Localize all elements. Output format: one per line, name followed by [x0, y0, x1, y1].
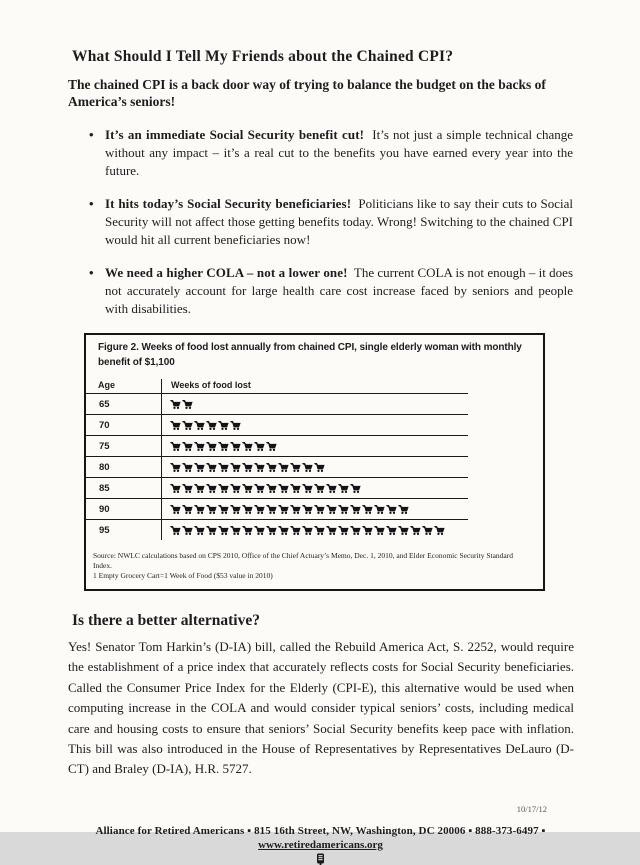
grocery-cart-icon: [194, 483, 205, 494]
grocery-cart-icon: [374, 525, 385, 536]
grocery-cart-icon: [314, 504, 325, 515]
grocery-cart-icon: [230, 462, 241, 473]
grocery-cart-icon: [230, 525, 241, 536]
grocery-cart-icon: [302, 462, 313, 473]
figure-2-box: [84, 333, 545, 591]
grocery-cart-icon: [194, 441, 205, 452]
grocery-cart-icon: [206, 462, 217, 473]
grocery-cart-icon: [182, 399, 193, 410]
figure-source-note: [86, 551, 543, 589]
bullet-dot: •: [89, 127, 94, 142]
date-stamp: 10/17/12: [516, 803, 547, 814]
grocery-cart-icon: [206, 420, 217, 431]
cart-pictographs: [162, 478, 468, 498]
grocery-cart-icon: [182, 441, 193, 452]
bullet-body: It’s not just a simple technical change without any impact – it’s a real cut to the benefits you have earned every year into the future.: [105, 127, 574, 178]
grocery-cart-icon: [326, 504, 337, 515]
figure-row-age-90: [86, 499, 468, 520]
bullet-lead: It’s an immediate Social Security benefit cut!: [105, 127, 365, 142]
grocery-cart-icon: [182, 483, 193, 494]
grocery-cart-icon: [206, 483, 217, 494]
cart-pictographs: [162, 394, 468, 414]
grocery-cart-icon: [242, 441, 253, 452]
grocery-cart-icon: [338, 483, 349, 494]
grocery-cart-icon: [218, 504, 229, 515]
grocery-cart-icon: [314, 483, 325, 494]
grocery-cart-icon: [182, 504, 193, 515]
grocery-cart-icon: [254, 504, 265, 515]
grocery-cart-icon: [218, 462, 229, 473]
section-heading-alternative: Is there a better alternative?: [72, 612, 260, 629]
figure-table-rows: [86, 394, 543, 540]
grocery-cart-icon: [290, 525, 301, 536]
column-header-age: Age: [86, 379, 162, 393]
subtitle: The chained CPI is a back door way of trying to balance the budget on the backs of America’s seniors!: [68, 77, 546, 109]
age-label: 90: [86, 499, 162, 519]
grocery-cart-icon: [242, 525, 253, 536]
footer-address: Alliance for Retired Americans ▪ 815 16th Street, NW, Washington, DC 20006 ▪ 888-373-6497 ▪: [95, 824, 546, 837]
figure-table: [86, 379, 543, 540]
grocery-cart-icon: [374, 504, 385, 515]
grocery-cart-icon: [302, 525, 313, 536]
grocery-cart-icon: [434, 525, 445, 536]
grocery-cart-icon: [170, 441, 181, 452]
age-label: 95: [86, 520, 162, 540]
grocery-cart-icon: [278, 462, 289, 473]
grocery-cart-icon: [218, 525, 229, 536]
grocery-cart-icon: [170, 399, 181, 410]
bullet-text: [105, 264, 573, 318]
figure-row-age-65: [86, 394, 468, 415]
figure-row-age-75: [86, 436, 468, 457]
grocery-cart-icon: [362, 504, 373, 515]
age-label: 80: [86, 457, 162, 477]
alternative-paragraph: Yes! Senator Tom Harkin’s (D-IA) bill, called the Rebuild America Act, S. 2252, would require the establishment of a price index that accurately reflects costs for Social Security beneficiaries. Called the Consumer Price Index for the Elderly (CPI-E), this alternative would be used when computing increase in the COLA and would consider typical seniors’ costs, including medical care and housing costs to ensure that seniors’ Social Security benefits keep pace with inflation. This bill was also introduced in the House of Representatives by Representatives DeLauro (D-CT) and Braley (D-IA), H.R. 5727.: [68, 639, 574, 777]
grocery-cart-icon: [182, 525, 193, 536]
grocery-cart-icon: [266, 525, 277, 536]
cart-pictographs: [162, 457, 468, 477]
bullet-text: [105, 195, 573, 249]
grocery-cart-icon: [170, 420, 181, 431]
grocery-cart-icon: [302, 483, 313, 494]
grocery-cart-icon: [230, 504, 241, 515]
column-header-weeks: Weeks of food lost: [171, 380, 251, 390]
bullet-item-benefit-cut: [68, 126, 573, 180]
grocery-cart-icon: [254, 441, 265, 452]
grocery-cart-icon: [338, 504, 349, 515]
grocery-cart-icon: [254, 462, 265, 473]
grocery-cart-icon: [230, 483, 241, 494]
figure-title: Figure 2. Weeks of food lost annually from chained CPI, single elderly woman with monthly benefit of $1,100: [98, 342, 522, 368]
grocery-cart-icon: [422, 525, 433, 536]
grocery-cart-icon: [206, 504, 217, 515]
grocery-cart-icon: [194, 462, 205, 473]
figure-table-header: [86, 379, 468, 394]
grocery-cart-icon: [194, 504, 205, 515]
grocery-cart-icon: [314, 525, 325, 536]
grocery-cart-icon: [362, 525, 373, 536]
grocery-cart-icon: [302, 504, 313, 515]
grocery-cart-icon: [254, 525, 265, 536]
age-label: 85: [86, 478, 162, 498]
grocery-cart-icon: [182, 420, 193, 431]
bullet-list: [68, 126, 573, 318]
grocery-cart-icon: [242, 462, 253, 473]
grocery-cart-icon: [350, 483, 361, 494]
bullet-body: Politicians like to say their cuts to Social Security will not affect those getting benefits today. Wrong! Switching to the chained CPI would hit all current beneficiaries now!: [105, 196, 574, 247]
cart-pictographs: [162, 520, 468, 540]
bullet-body: The current COLA is not enough – it does not accurately account for large health care cost increase faced by seniors and people with disabilities.: [105, 265, 573, 316]
age-label: 65: [86, 394, 162, 414]
footer: [68, 825, 573, 865]
grocery-cart-icon: [266, 441, 277, 452]
grocery-cart-icon: [326, 525, 337, 536]
grocery-cart-icon: [206, 525, 217, 536]
grocery-cart-icon: [194, 420, 205, 431]
figure-row-age-80: [86, 457, 468, 478]
age-label: 70: [86, 415, 162, 435]
footer-website-link: www.retiredamericans.org: [258, 838, 383, 851]
bullet-item-higher-cola: [68, 264, 573, 318]
age-label: 75: [86, 436, 162, 456]
grocery-cart-icon: [338, 525, 349, 536]
grocery-cart-icon: [266, 483, 277, 494]
bullet-dot: •: [89, 265, 94, 280]
grocery-cart-icon: [218, 441, 229, 452]
grocery-cart-icon: [170, 525, 181, 536]
grocery-cart-icon: [278, 525, 289, 536]
grocery-cart-icon: [290, 483, 301, 494]
grocery-cart-icon: [278, 504, 289, 515]
grocery-cart-icon: [326, 483, 337, 494]
bullet-dot: •: [89, 196, 94, 211]
grocery-cart-icon: [254, 483, 265, 494]
grocery-cart-icon: [398, 504, 409, 515]
grocery-cart-icon: [314, 462, 325, 473]
cart-pictographs: [162, 499, 468, 519]
grocery-cart-icon: [206, 441, 217, 452]
grocery-cart-icon: [290, 462, 301, 473]
grocery-cart-icon: [410, 525, 421, 536]
grocery-cart-icon: [278, 483, 289, 494]
union-bug-icon: [68, 853, 573, 865]
grocery-cart-icon: [242, 483, 253, 494]
figure-row-age-85: [86, 478, 468, 499]
bullet-lead: It hits today’s Social Security beneficiaries!: [105, 196, 352, 211]
grocery-cart-icon: [290, 504, 301, 515]
grocery-cart-icon: [242, 504, 253, 515]
bullet-lead: We need a higher COLA – not a lower one!: [105, 265, 348, 280]
cart-pictographs: [162, 415, 468, 435]
grocery-cart-icon: [398, 525, 409, 536]
bullet-text: [105, 126, 573, 180]
grocery-cart-icon: [350, 525, 361, 536]
source-line-1: Source: NWLC calculations based on CPS 2010, Office of the Chief Actuary’s Memo, Dec. 1, 2010, and Elder Economic Security Standard Index.: [93, 551, 513, 570]
figure-row-age-70: [86, 415, 468, 436]
grocery-cart-icon: [350, 504, 361, 515]
grocery-cart-icon: [182, 462, 193, 473]
grocery-cart-icon: [230, 420, 241, 431]
grocery-cart-icon: [194, 525, 205, 536]
grocery-cart-icon: [266, 504, 277, 515]
grocery-cart-icon: [218, 420, 229, 431]
page-title: What Should I Tell My Friends about the Chained CPI?: [72, 48, 454, 65]
grocery-cart-icon: [170, 483, 181, 494]
figure-row-age-95: [86, 520, 468, 540]
grocery-cart-icon: [266, 462, 277, 473]
grocery-cart-icon: [386, 525, 397, 536]
grocery-cart-icon: [170, 504, 181, 515]
bullet-item-beneficiaries: [68, 195, 573, 249]
grocery-cart-icon: [386, 504, 397, 515]
grocery-cart-icon: [230, 441, 241, 452]
grocery-cart-icon: [218, 483, 229, 494]
source-line-2: 1 Empty Grocery Cart=1 Week of Food ($53 value in 2010): [93, 571, 273, 580]
cart-pictographs: [162, 436, 468, 456]
grocery-cart-icon: [170, 462, 181, 473]
